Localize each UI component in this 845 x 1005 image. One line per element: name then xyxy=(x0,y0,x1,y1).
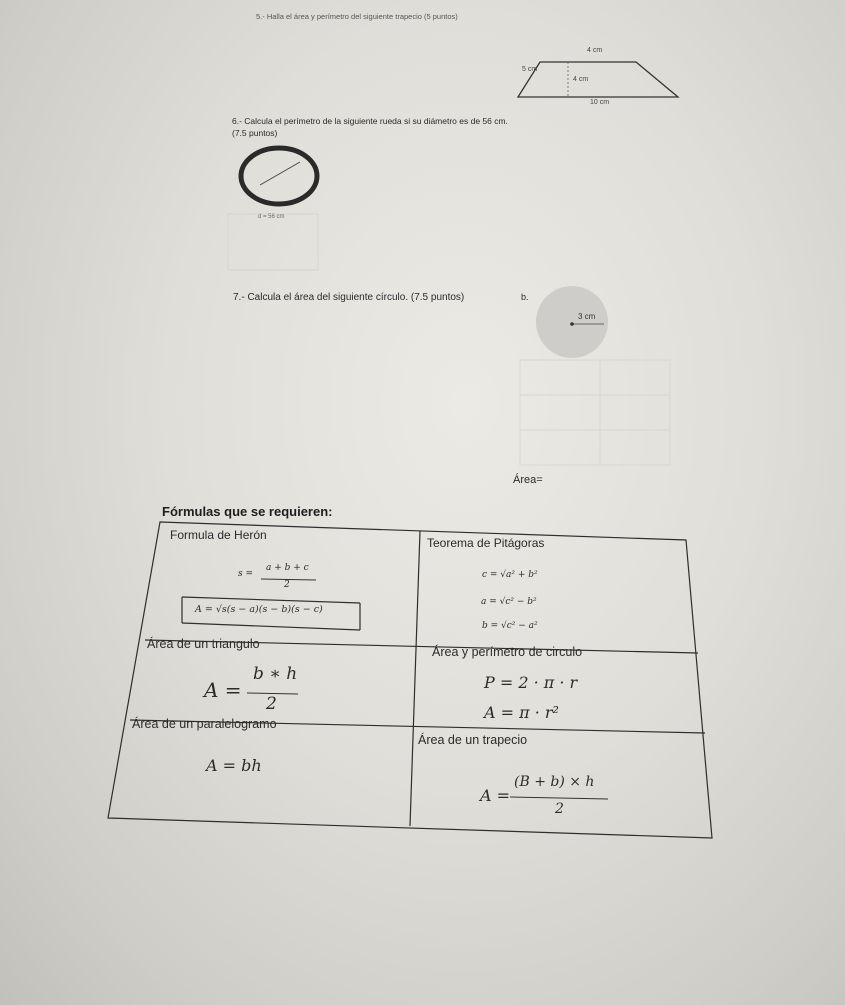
parallelogram-formula: A = bh xyxy=(206,756,262,775)
parallelogram-title: Área de un paralelogramo xyxy=(132,717,277,731)
trapezoid-fraction-bar xyxy=(510,797,608,799)
circle-perimeter-formula: P = 2 · π · r xyxy=(484,673,578,692)
pythagoras-title: Teorema de Pitágoras xyxy=(427,536,545,550)
trapezoid-side-label: 5 cm xyxy=(522,66,538,73)
triangle-lhs: A = xyxy=(204,678,242,702)
formulas-heading: Fórmulas que se requieren: xyxy=(162,504,333,519)
heron-s-numerator: a + b + c xyxy=(266,563,309,573)
heron-area-formula: A = √s(s − a)(s − b)(s − c) xyxy=(195,604,323,615)
trapezoid-denominator: 2 xyxy=(555,801,564,817)
trapezoid-lhs: A = xyxy=(480,786,511,805)
triangle-denominator: 2 xyxy=(266,694,277,714)
question-7-option: b. xyxy=(521,292,529,302)
question-7-title: 7.- Calcula el área del siguiente círculo. (7.5 puntos) xyxy=(233,292,465,303)
circle-radius-label: 3 cm xyxy=(578,312,596,321)
triangle-numerator: b ∗ h xyxy=(253,664,298,684)
question-6-title: 6.- Calcula el perímetro de la siguiente rueda si su diámetro es de 56 cm. xyxy=(232,116,508,126)
triangle-title: Área de un triangulo xyxy=(147,637,260,651)
circle-title: Área y perímetro de circulo xyxy=(432,645,583,659)
table-col-divider xyxy=(410,531,420,826)
trapezoid-numerator: (B + b) × h xyxy=(514,774,595,790)
circle-area-formula: A = π · r² xyxy=(484,703,559,722)
question-6-points: (7.5 puntos) xyxy=(232,128,278,138)
heron-box-top xyxy=(182,597,360,603)
pythagoras-a: a = √c² − b² xyxy=(481,597,537,607)
question-5-title: 5.- Halla el área y perímetro del siguiente trapecio (5 puntos) xyxy=(256,12,458,21)
table-outline xyxy=(108,522,712,838)
heron-s-denominator: 2 xyxy=(284,580,290,590)
heron-s-lhs: s = xyxy=(238,569,254,579)
trapezoid-top-label: 4 cm xyxy=(587,47,603,54)
pythagoras-b: b = √c² − a² xyxy=(482,621,538,631)
heron-box-bottom xyxy=(182,623,360,630)
pythagoras-c: c = √a² + b² xyxy=(482,570,538,580)
diameter-label: d = 56 cm xyxy=(258,214,285,220)
heron-title: Formula de Herón xyxy=(170,528,267,542)
area-answer-label: Área= xyxy=(513,474,543,486)
trapezoid-title: Área de un trapecio xyxy=(418,733,528,747)
trapezoid-height-label: 4 cm xyxy=(573,76,589,83)
trapezoid-bottom-label: 10 cm xyxy=(590,99,610,106)
